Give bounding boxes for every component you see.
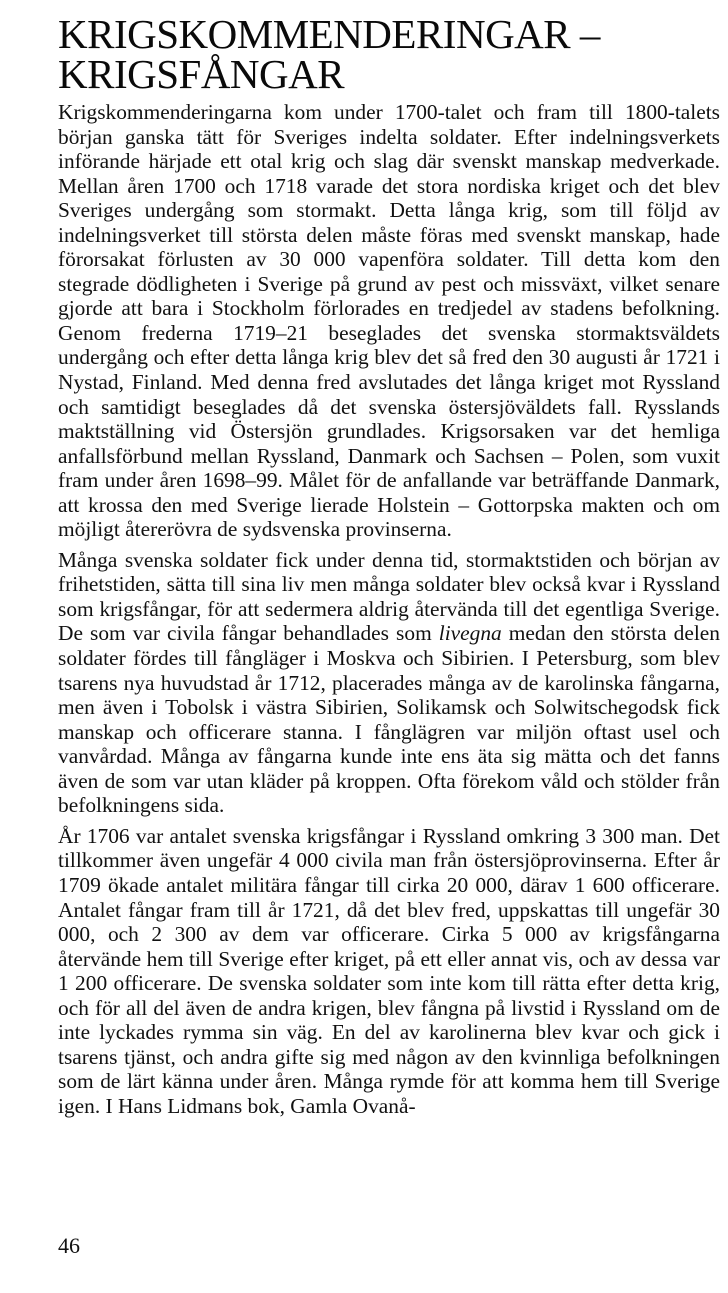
chapter-title-line-1: KRIGSKOMMENDERINGAR – bbox=[58, 11, 600, 57]
paragraph-2-italic-word: livegna bbox=[438, 621, 502, 646]
paragraph-1: Krigskommenderingarna kom under 1700-talet och fram till 1800-talets början ganska tätt för Sveriges indelta soldater. Efter indelningsverkets införande härjade ett otal krig och slag där svenskt manskap medverkade. Mellan åren 1700 och 1718 varade det stora nordiska kriget och det blev Sveriges undergång som stormakt. Detta långa krig, som till följd av indelningsverket till största delen måste föras med svenskt manskap, hade förorsakat förlusten av 30 000 vapenföra soldater. Till detta kom den stegrade dödligheten i Sverige på grund av pest och missväxt, vilket senare gjorde att bara i Stockholm förlorades en tredjedel av stadens befolkning. Genom frederna 1719–21 beseglades det svenska stormaktsväldets undergång och efter detta långa krig blev det så fred den 30 augusti år 1721 i Nystad, Finland. Med denna fred avslutades det långa kriget mot Ryssland och samtidigt beseglades då det svenska östersjöväldets fall. Rysslands maktställning vid Östersjön grundlades. Krigsorsaken var det hemliga anfallsförbund mellan Ryssland, Danmark och Sachsen – Polen, som vuxit fram under åren 1698–99. Målet för de anfallande var beträffande Danmark, att krossa den med Sverige lierade Holstein – Gottorpska makten och om möjligt återerövra de sydsvenska provinserna. bbox=[58, 100, 720, 542]
paragraph-2-text-before: Många svenska soldater fick under denna tid, stormaktstiden och början av frihetstiden, sätta till sina liv men många soldater blev också kvar i Ryssland som krigsfångar, för att sedermera aldrig återvända till det egentliga Sverige. De som var civila fångar behandlades som bbox=[58, 547, 720, 646]
chapter-title bbox=[58, 11, 720, 97]
book-page bbox=[58, 11, 720, 1124]
chapter-title-line-2: KRIGSFÅNGAR bbox=[58, 51, 345, 97]
paragraph-2 bbox=[58, 548, 720, 818]
paragraph-3: År 1706 var antalet svenska krigsfångar i Ryssland omkring 3 300 man. Det tillkommer även ungefär 4 000 civila man från östersjöprovinserna. Efter år 1709 ökade antalet militära fångar till cirka 20 000, därav 1 600 officerare. Antalet fångar fram till år 1721, då det blev fred, uppskattas till ungefär 30 000, och 2 300 av dem var officerare. Cirka 5 000 av krigsfångarna återvände hem till Sverige efter kriget, på ett eller annat vis, och av dessa var 1 200 officerare. De svenska soldater som inte kom till rätta efter detta krig, och för all del även de andra krigen, blev fångna på livstid i Ryssland om de inte lyckades rymma sin väg. En del av karolinerna blev kvar och gick i tsarens tjänst, och andra gifte sig med någon av den kvinnliga befolkningen som de lärt känna under åren. Många rymde för att komma hem till Sverige igen. I Hans Lidmans bok, Gamla Ovanå- bbox=[58, 823, 720, 1118]
page-number: 46 bbox=[58, 1233, 80, 1258]
paragraph-2-text-after: medan den största delen soldater fördes till fångläger i Moskva och Sibirien. I Petersburg, som blev tsarens nya huvudstad år 1712, placerades många av de karolinska fångarna, men även i Tobolsk i västra Sibirien, Solikamsk och Solwitschegodsk fick manskap och officerare stanna. I fånglägren var miljön oftast usel och vanvårdad. Många av fångarna kunde inte ens äta sig mätta och det fanns även de som var utan kläder på kroppen. Ofta förekom våld och stölder från befolkningens sida. bbox=[58, 621, 720, 818]
